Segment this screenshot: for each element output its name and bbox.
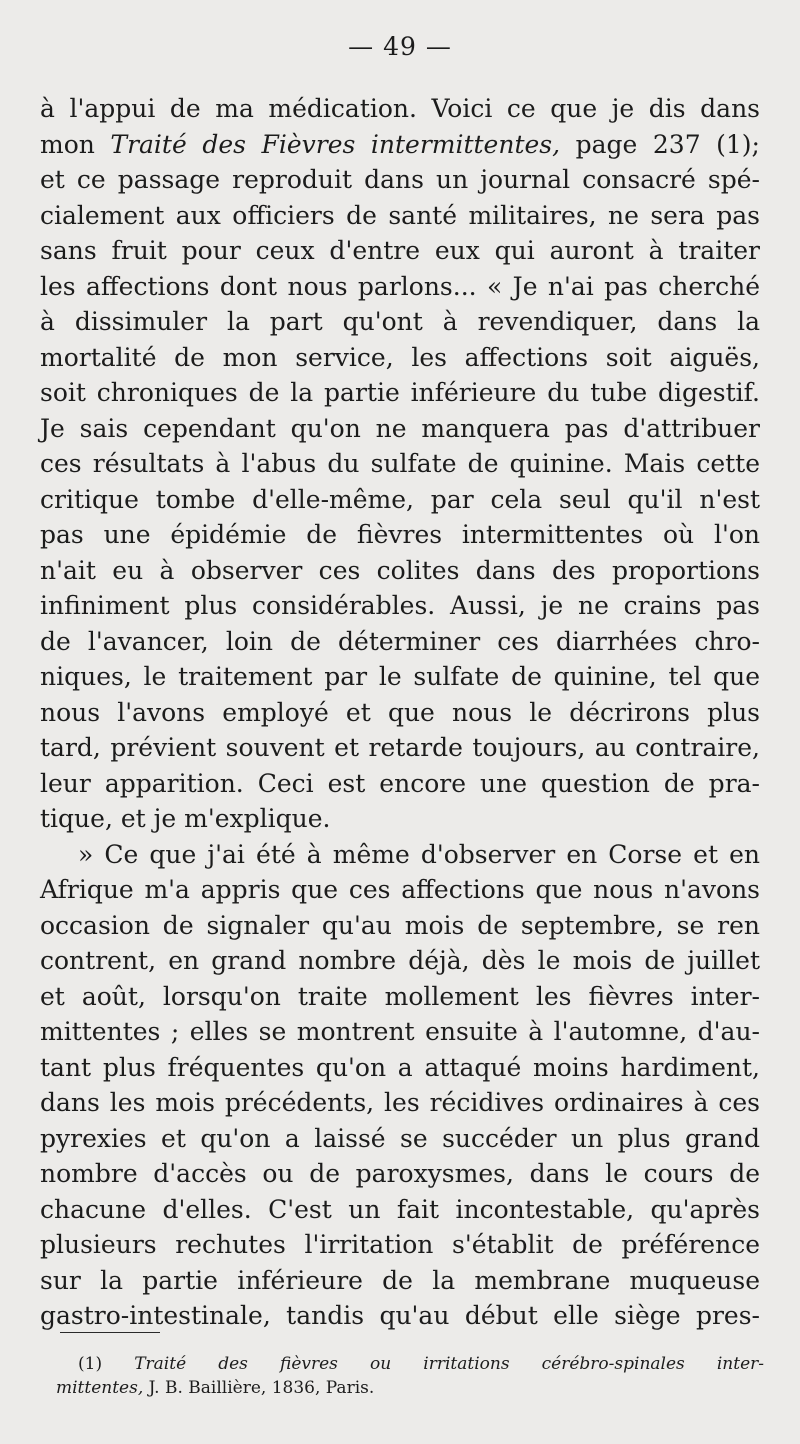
text-line: soit chroniques de la partie inférieure du tube digestif. [40,378,760,407]
text-line: et ce passage reproduit dans un journal consacré spé- [40,165,760,194]
text-line: gastro-intestinale, tandis qu'au début elle siège pres- [40,1301,760,1330]
footnote-marker: (1) [78,1354,103,1374]
text-line: à l'appui de ma médication. Voici ce que je dis dans [40,94,760,123]
text-line: tard, prévient souvent et retarde toujours, au contraire, [40,733,760,762]
page-number: — 49 — [348,32,452,61]
text-line: occasion de signaler qu'au mois de septembre, se ren [40,910,760,940]
text-line: mittentes ; elles se montrent ensuite à l'automne, d'au- [40,1017,760,1046]
text-line: mortalité de mon service, les affections soit aiguës, [40,342,760,372]
text-line: cialement aux officiers de santé militaires, ne sera pas [40,200,760,230]
footnote-publisher: J. B. Baillière, 1836, Paris. [143,1378,375,1398]
text-line: plusieurs rechutes l'irritation s'établit de préférence [40,1230,760,1259]
footnote-divider [60,1332,160,1333]
text-line: à dissimuler la part qu'ont à revendiquer, dans la [40,307,760,336]
text-line: ces résultats à l'abus du sulfate de quinine. Mais cette [40,449,760,478]
text-line: Je sais cependant qu'on ne manquera pas d'attribuer [40,413,760,443]
text-line: de l'avancer, loin de déterminer ces diarrhées chro- [40,626,760,656]
text-line: contrent, en grand nombre déjà, dès le mois de juillet [40,946,760,975]
text-line: n'ait eu à observer ces colites dans des proportions [40,555,760,585]
footnote-line [56,1352,764,1376]
text-line: tique, et je m'explique. [40,804,331,833]
text-line: chacune d'elles. C'est un fait incontestable, qu'après [40,1194,760,1224]
text-line: sur la partie inférieure de la membrane muqueuse [40,1265,760,1295]
footnote [56,1352,764,1400]
text-line: sans fruit pour ceux d'entre eux qui auront à traiter [40,236,760,265]
text-line: et août, lorsqu'on traite mollement les fièvres inter- [40,981,760,1011]
text-line: Afrique m'a appris que ces affections que nous n'avons [40,875,760,904]
text-line: les affections dont nous parlons... « Je n'ai pas cherché [40,271,760,301]
text-line: tant plus fréquentes qu'on a attaqué moins hardiment, [40,1052,760,1082]
text-line: critique tombe d'elle-même, par cela seul qu'il n'est [40,484,760,514]
body-text [40,91,760,1334]
text-line: » Ce que j'ai été à même d'observer en Corse et en [78,839,760,869]
text-line: pas une épidémie de fièvres intermittentes où l'on [40,520,760,549]
text-line: niques, le traitement par le sulfate de quinine, tel que [40,662,760,691]
footnote-italic-title-end: mittentes, [56,1378,144,1398]
text-line: nous l'avons employé et que nous le décrirons plus [40,697,760,727]
text-line: dans les mois précédents, les récidives ordinaires à ces [40,1088,760,1117]
text-line: pyrexies et qu'on a laissé se succéder un plus grand [40,1123,760,1153]
text-line: nombre d'accès ou de paroxysmes, dans le cours de [40,1159,760,1188]
text-line: infiniment plus considérables. Aussi, je ne crains pas [40,591,760,620]
footnote-italic-title: Traité des fièvres ou irritations cérébro-spinales inter- [134,1354,764,1374]
text-line: leur apparition. Ceci est encore une question de pra- [40,768,760,798]
text-line: mon Traité des Fièvres intermittentes, page 237 (1); [40,129,760,159]
footnote-line [56,1376,764,1400]
italic-title: Traité des Fièvres intermittentes, [110,129,561,159]
